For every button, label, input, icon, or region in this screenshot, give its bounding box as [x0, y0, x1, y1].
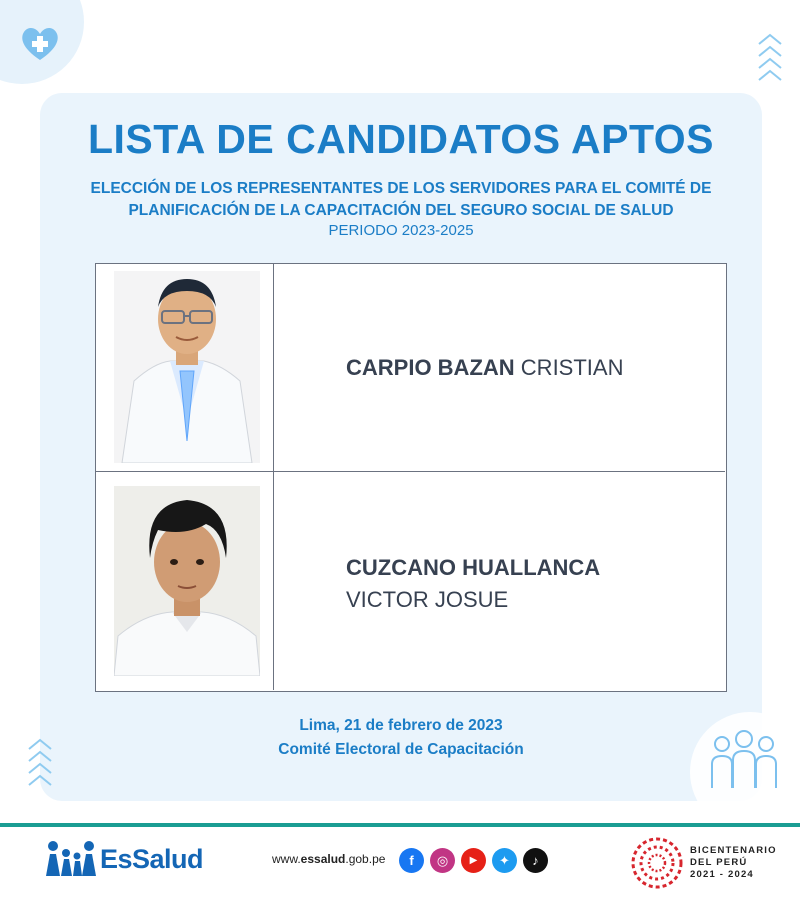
- table-row: [96, 264, 725, 472]
- youtube-icon[interactable]: ▶: [461, 848, 486, 873]
- subtitle-line: ELECCIÓN DE LOS REPRESENTANTES DE LOS SERVIDORES PARA EL COMITÉ DE: [90, 180, 712, 197]
- candidate-surname: CUZCANO HUALLANCA: [346, 555, 601, 580]
- photo-cell: [96, 472, 274, 690]
- chevron-up-icon: [756, 30, 784, 86]
- candidate-photo: [114, 271, 260, 463]
- candidate-photo: [114, 486, 260, 676]
- candidate-given-name: VICTOR JOSUE: [346, 587, 509, 612]
- instagram-icon[interactable]: ◎: [430, 848, 455, 873]
- bicentenario-emblem-icon: [628, 835, 686, 891]
- place-date: Lima, 21 de febrero de 2023: [299, 717, 503, 734]
- essalud-logo: [44, 840, 203, 878]
- candidate-name: [346, 352, 623, 384]
- subtitle: [60, 178, 742, 222]
- period-label: PERIODO 2023-2025: [328, 222, 474, 239]
- subtitle-line: PLANIFICACIÓN DE LA CAPACITACIÓN DEL SEGURO SOCIAL DE SALUD: [128, 202, 674, 219]
- facebook-icon[interactable]: f: [399, 848, 424, 873]
- photo-cell: [96, 264, 274, 471]
- bicentenario-text: BICENTENARIO DEL PERÚ 2021 - 2024: [690, 845, 777, 880]
- website-link[interactable]: www.essalud.gob.pe: [272, 852, 386, 866]
- footer-divider: [0, 823, 800, 827]
- family-logo-icon: [44, 840, 98, 878]
- candidate-given-name: CRISTIAN: [520, 355, 624, 380]
- heart-plus-icon: [18, 24, 62, 62]
- logo-text: EsSalud: [100, 843, 204, 874]
- signature-block: [40, 714, 762, 762]
- social-links: [399, 848, 548, 873]
- candidate-surname: CARPIO BAZAN: [346, 355, 515, 380]
- page-title: LISTA DE CANDIDATOS APTOS: [87, 116, 715, 162]
- bicentenario-logo: [628, 835, 777, 891]
- tiktok-icon[interactable]: ♪: [523, 848, 548, 873]
- twitter-icon[interactable]: ✦: [492, 848, 517, 873]
- candidate-name: [346, 552, 600, 616]
- candidates-table: [95, 263, 727, 692]
- committee-name: Comité Electoral de Capacitación: [278, 741, 524, 758]
- table-row: [96, 472, 725, 690]
